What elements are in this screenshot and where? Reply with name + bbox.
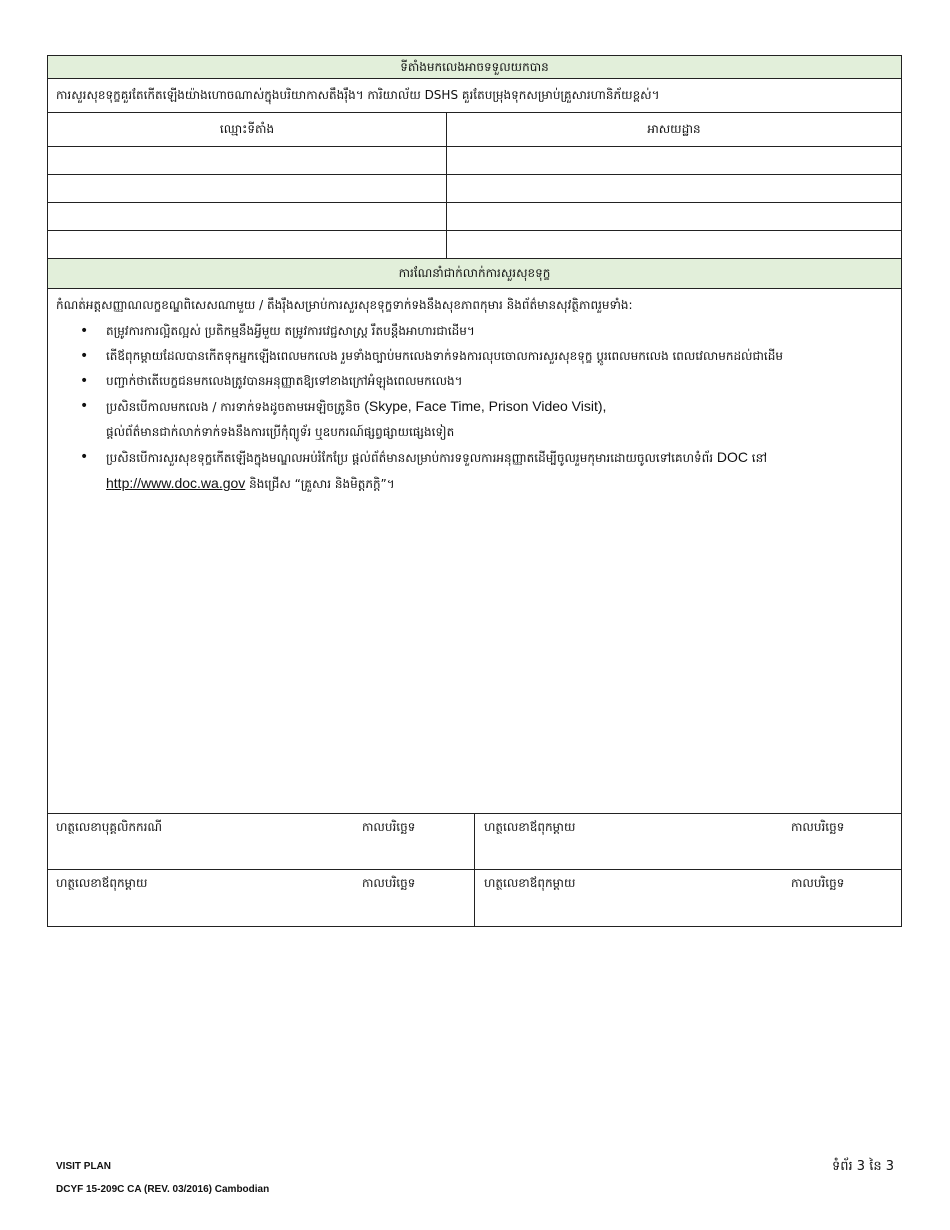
list-item-text: ប្រសិនបើការសួរសុខទុក្ខកើតឡើងក្នុងមណ្ឌលអប់រំកែប្រែ ផ្តល់ព័ត៌មានសម្រាប់ការទទួលការអនុញ្ញាតដើម្បីចូលរួមកុមារដោយចូលទៅគេហទំព័រ — [106, 451, 717, 465]
location-name-field[interactable] — [48, 147, 447, 174]
parent-signature-field[interactable] — [48, 870, 475, 926]
location-name-field[interactable] — [48, 231, 447, 258]
address-field[interactable] — [447, 203, 901, 230]
address-field[interactable] — [447, 147, 901, 174]
date-label: កាលបរិច្ឆេទ — [362, 820, 416, 834]
location-name-header: ឈ្មោះទីតាំង — [48, 113, 447, 146]
doc-abbrev: DOC — [716, 449, 748, 465]
list-item — [106, 394, 891, 445]
date-label: កាលបរិច្ឆេទ — [791, 820, 845, 834]
guidance-header: ការណែនាំជាក់លាក់ការសួរសុខទុក្ខ — [48, 259, 901, 289]
date-label: កាលបរិច្ឆេទ — [362, 876, 416, 890]
list-item-text: បញ្ជាក់ថាតើបេក្ខជនមកលេងត្រូវបានអនុញ្ញាតឱ្យទៅខាងក្រៅអំឡុងពេលមកលេង។ — [106, 374, 463, 388]
locations-notice: ការសួរសុខទុក្ខគួរតែកើតឡើងយ៉ាងហោចណាស់ក្នុងបរិយាកាសតឹងរ៉ឹង។ ការិយាល័យ DSHS គួរតែបម្រុងទុកសម្រាប់គ្រួសារហានិភ័យខ្ពស់។ — [48, 79, 901, 113]
list-item-text: តម្រូវការការល្អិតល្អស់ ប្រតិកម្មនឹងអ្វីមួយ តម្រូវការវេជ្ជសាស្ត្រ រឹតបន្តឹងអាហារជាដើម។ — [106, 324, 475, 338]
address-header: អាសយដ្ឋាន — [647, 122, 701, 136]
location-row — [48, 203, 901, 231]
address-field[interactable] — [447, 231, 901, 258]
date-label: កាលបរិច្ឆេទ — [791, 876, 845, 890]
parent-signature-label: ហត្ថលេខាឪពុកម្តាយ — [484, 876, 576, 890]
guidance-list — [56, 319, 891, 497]
electronic-visit-examples: (Skype, Face Time, Prison Video Visit), — [364, 398, 607, 414]
form-title: VISIT PLAN — [56, 1161, 112, 1172]
page-number — [832, 1158, 894, 1177]
caseworker-signature-label: ហត្ថលេខាបុគ្គលិកករណី — [56, 820, 163, 834]
address-field[interactable] — [447, 175, 901, 202]
list-item-text-line2: ផ្តល់ព័ត៌មានជាក់លាក់ទាក់ទងនឹងការប្រើកុំព្យូទ័រ ឬឧបករណ៍ផ្សព្វផ្សាយផ្សេងទៀត — [106, 425, 455, 439]
signature-row — [48, 870, 901, 926]
caseworker-signature-field[interactable] — [48, 814, 475, 869]
parent-signature-field[interactable] — [475, 814, 901, 869]
form-code: DCYF 15-209C CA (REV. 03/2016) Cambodian — [56, 1184, 270, 1195]
list-item — [106, 369, 891, 394]
location-name-field[interactable] — [48, 203, 447, 230]
page-of: នៃ — [869, 1159, 882, 1174]
list-item — [106, 445, 891, 497]
locations-column-headers — [48, 113, 901, 147]
list-item-text-mid: នៅ — [747, 451, 768, 465]
list-item-text: តើឪពុកម្តាយដែលបានកើតទុកអ្នកឡើងពេលមកលេង រួមទាំងច្បាប់មកលេងទាក់ទងការលុបចោលការសួរសុខទុក្ខ ប្តូរពេលមកលេង ពេលវេលាមកដល់ជាដើម — [106, 349, 783, 363]
guidance-body[interactable] — [48, 289, 901, 814]
list-item — [106, 319, 891, 344]
parent-signature-field[interactable] — [475, 870, 901, 926]
list-item-text: ប្រសិនបើកាលមកលេង / ការទាក់ទងដូចតាមអេឡិចត្រូនិច — [106, 400, 365, 414]
location-row — [48, 175, 901, 203]
page-prefix: ទំព័រ — [831, 1159, 853, 1174]
signature-row — [48, 814, 901, 870]
guidance-intro: កំណត់អត្តសញ្ញាណលក្ខខណ្ឌពិសេសណាមួយ / តឹងរ៉ឹងសម្រាប់ការសួរសុខទុក្ខទាក់ទងនឹងសុខភាពកុមារ និងព័ត៌មានសុវត្ថិភាពរួមទាំង: — [56, 298, 633, 312]
page-total: 3 — [885, 1159, 894, 1174]
doc-website-link[interactable]: http://www.doc.wa.gov — [106, 475, 246, 491]
location-row — [48, 147, 901, 175]
parent-signature-label: ហត្ថលេខាឪពុកម្តាយ — [56, 876, 148, 890]
location-name-field[interactable] — [48, 175, 447, 202]
visit-plan-form — [47, 55, 902, 927]
parent-signature-label: ហត្ថលេខាឪពុកម្តាយ — [484, 820, 576, 834]
page-current: 3 — [856, 1159, 866, 1174]
location-row — [48, 231, 901, 259]
list-item — [106, 344, 891, 369]
list-item-text-post: និងជ្រើស “គ្រួសារ និងមិត្តភក្តិ”។ — [245, 477, 395, 491]
locations-header: ទីតាំងមកលេងអាចទទួលយកបាន — [48, 56, 901, 79]
